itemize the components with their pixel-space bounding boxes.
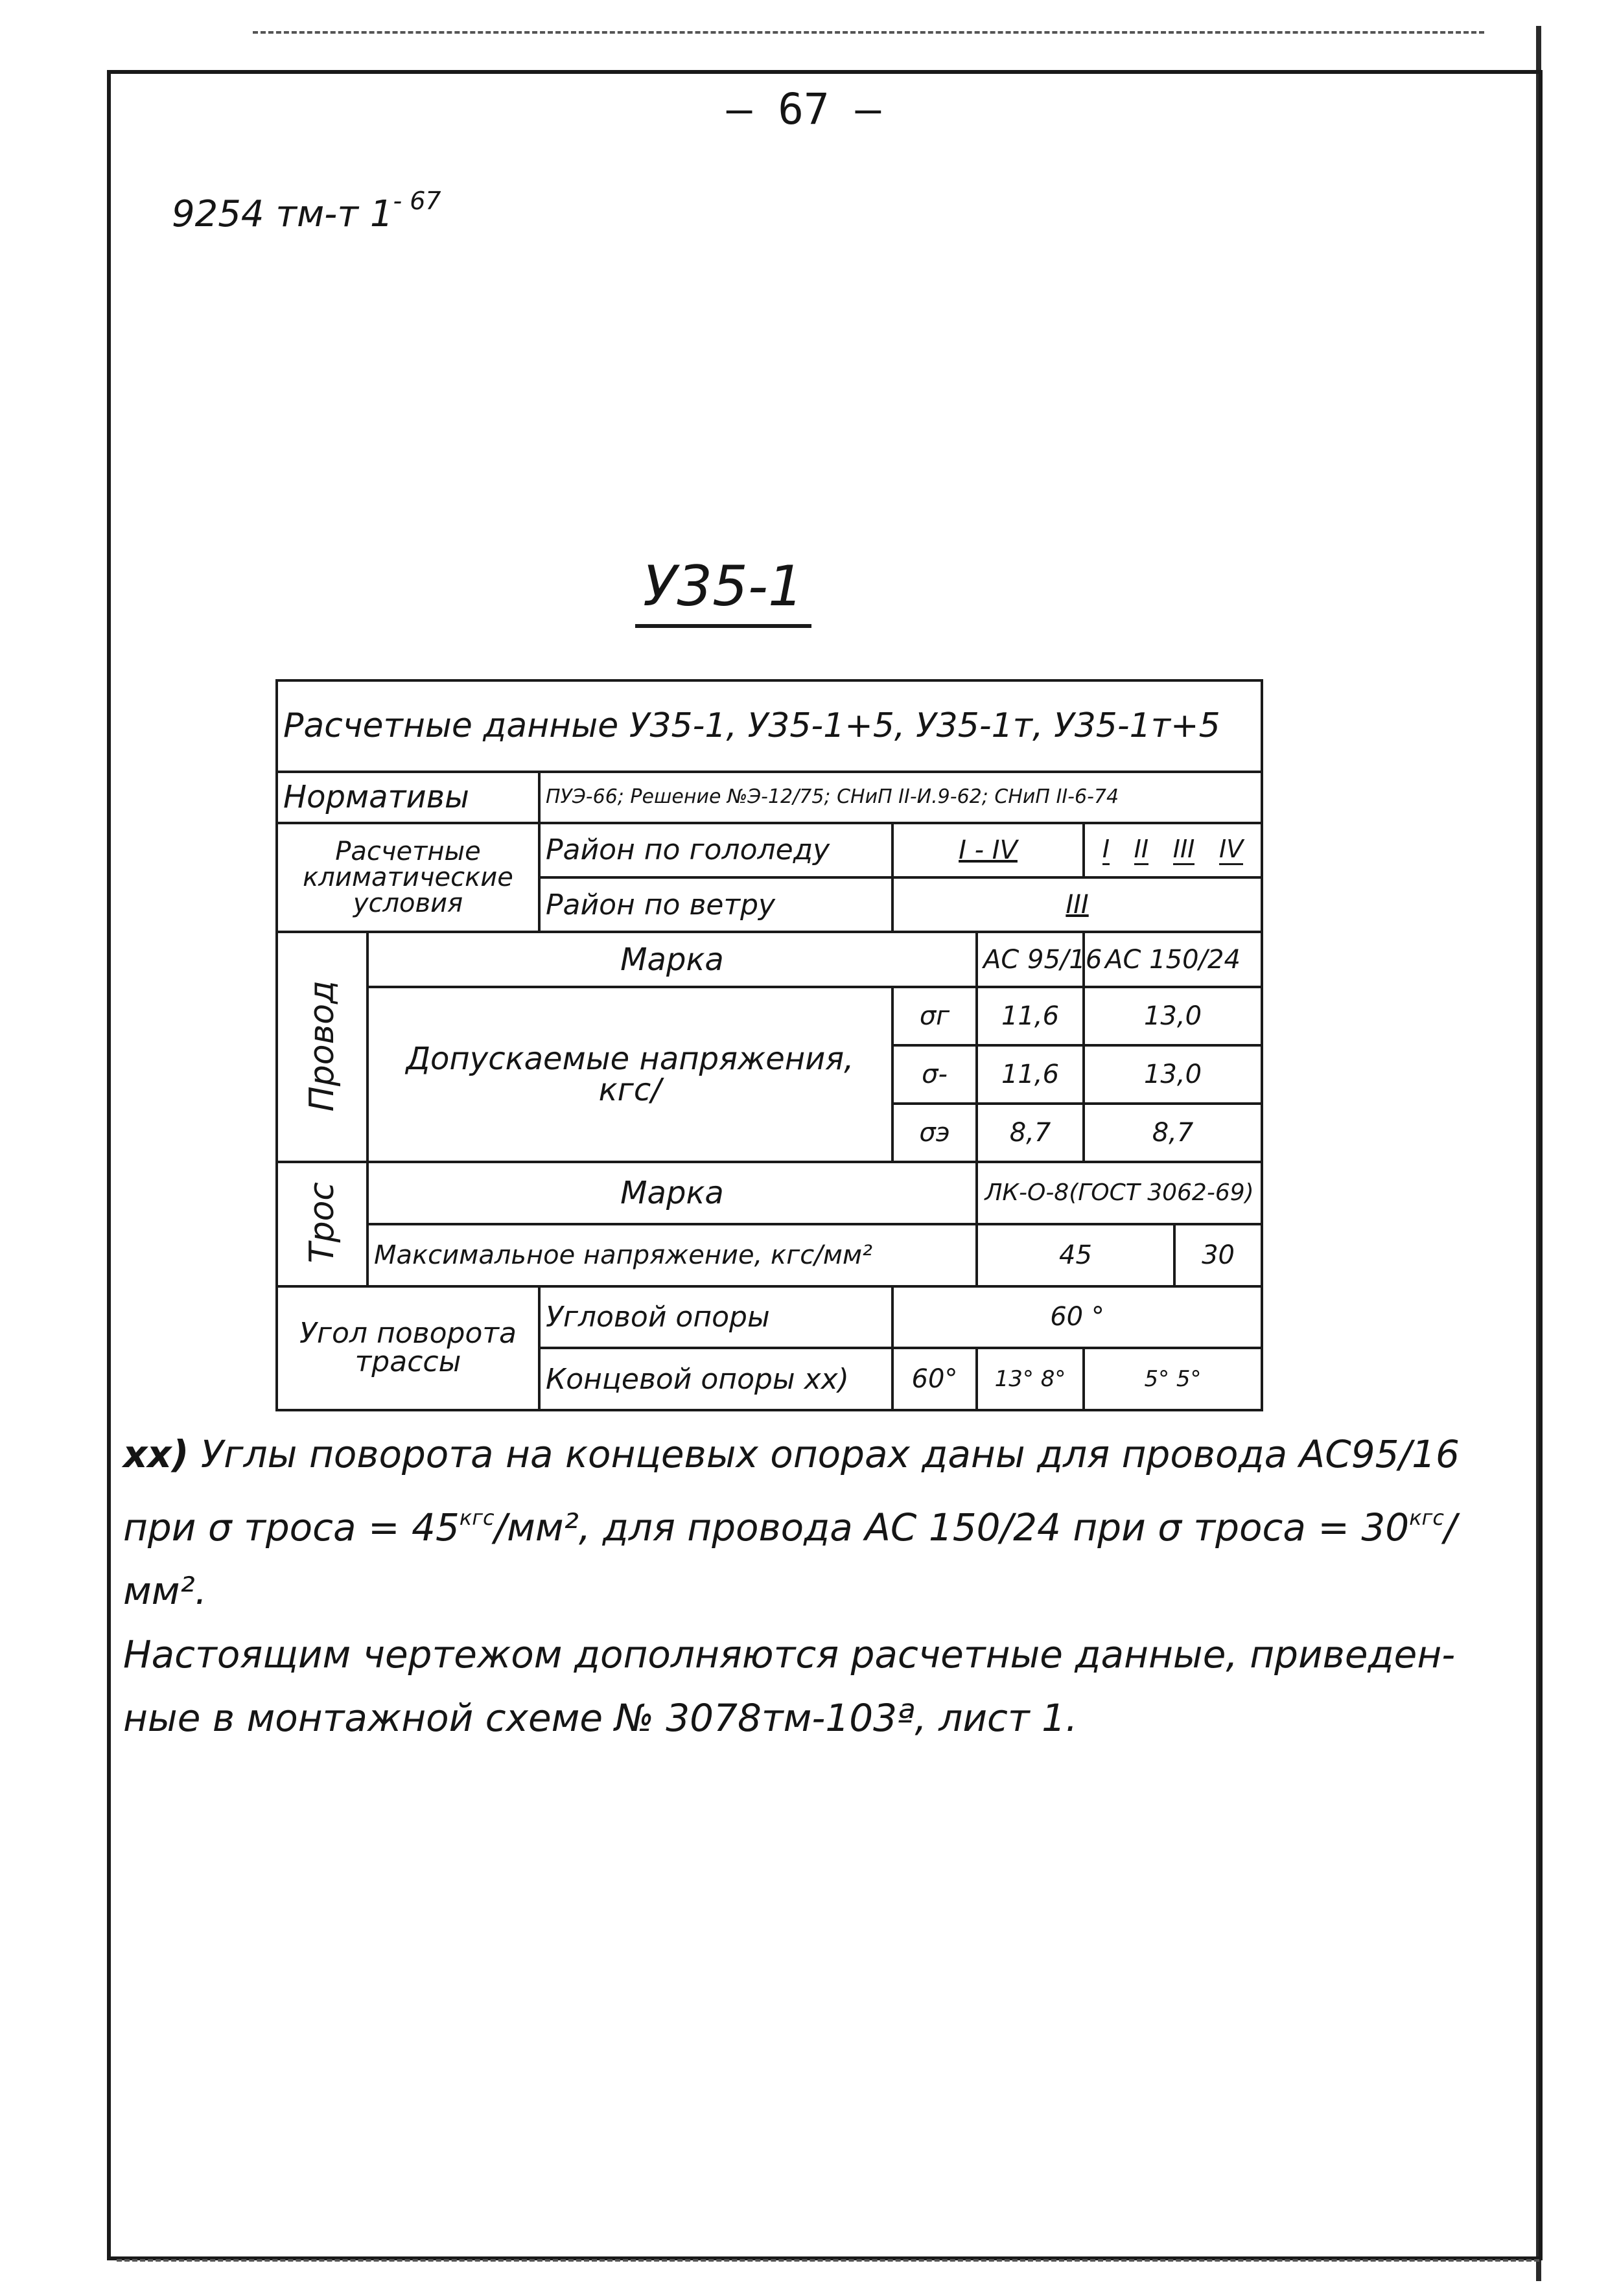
- footnote-line-4-text: ные в монтажной схеме № 3078тм-103ª, лист 1.: [123, 1696, 1078, 1740]
- max-stress-label: Максимальное напряжение, кгс/мм²: [367, 1224, 977, 1286]
- corner-support-label: Угловой опоры: [539, 1286, 892, 1349]
- cable-brand-value: ЛК-О-8(ГОСТ 3062-69): [977, 1162, 1262, 1224]
- stress-symbol: σэ: [892, 1104, 977, 1162]
- document-code-sheet: - 67: [393, 187, 441, 215]
- footnote-unit: кгс: [459, 1505, 495, 1530]
- wind-region-value: [892, 877, 1262, 932]
- normatives-value: ПУЭ-66; Решение №Э-12/75; СНиП II-И.9-62; СНиП II-6-74: [539, 772, 1262, 823]
- cable-section-label: [277, 1162, 367, 1286]
- stress-symbol: σ-: [892, 1045, 977, 1104]
- allowed-stress-label: Допускаемые напряжения, кгс/: [367, 987, 892, 1162]
- stress-symbol: σг: [892, 987, 977, 1045]
- stress-value-1: 11,6: [977, 987, 1084, 1045]
- table-title: Расчетные данные У35-1, У35-1+5, У35-1т, У35-1т+5: [277, 680, 1262, 772]
- stress-row: [277, 987, 1262, 1045]
- normatives-row: [277, 772, 1262, 823]
- footnote-line-1-text: Углы поворота на концевых опорах даны для провода АС95/16: [200, 1432, 1460, 1476]
- footnote-line-3: [123, 1623, 1491, 1686]
- document-code: [172, 187, 441, 235]
- cable-section-text: Трос: [303, 1182, 342, 1264]
- scan-bottom-edge: [117, 2259, 1539, 2264]
- document-code-main: 9254 тм-т 1: [172, 193, 393, 235]
- ice-region-col: II: [1134, 835, 1148, 865]
- ice-region-row: [277, 823, 1262, 877]
- corner-support-value: 60 °: [892, 1286, 1262, 1349]
- wire-brand-label: Марка: [367, 932, 977, 986]
- max-stress-value-1: 45: [977, 1224, 1174, 1286]
- drawing-title: У35-1: [635, 554, 811, 628]
- ice-region-col: IV: [1219, 835, 1243, 865]
- ice-region-col: I: [1102, 835, 1110, 865]
- max-stress-row: [277, 1224, 1262, 1286]
- end-support-angle: 5°: [1176, 1366, 1202, 1393]
- corner-support-row: [277, 1286, 1262, 1349]
- wire-brand-2: АС 150/24: [1084, 932, 1262, 986]
- ice-region-label: Район по гололеду: [539, 823, 892, 877]
- cable-brand-row: [277, 1162, 1262, 1224]
- ice-region-range: [892, 823, 1084, 877]
- end-support-angle: 13°: [994, 1366, 1034, 1393]
- normatives-label: Нормативы: [277, 772, 539, 823]
- cable-brand-label: Марка: [367, 1162, 977, 1224]
- ice-region-range-text: I - IV: [959, 835, 1018, 865]
- stress-value-1: 8,7: [977, 1104, 1084, 1162]
- end-support-label: Концевой опоры xx): [539, 1348, 892, 1410]
- max-stress-value-2: 30: [1174, 1224, 1262, 1286]
- footnote-line-2a: при σ троса = 45: [123, 1505, 460, 1549]
- calculation-data-table: [275, 679, 1263, 1411]
- stress-value-2: 13,0: [1084, 1045, 1262, 1104]
- end-support-col: [1084, 1348, 1262, 1410]
- stress-value-2: 13,0: [1084, 987, 1262, 1045]
- ice-region-columns: [1084, 823, 1262, 877]
- turn-angle-label: Угол поворота трассы: [277, 1286, 539, 1410]
- stress-value-2: 8,7: [1084, 1104, 1262, 1162]
- wire-section-text: Провод: [303, 980, 342, 1111]
- footnote-line-2c: /мм².: [123, 1505, 1457, 1613]
- wire-brand-1: АС 95/16: [977, 932, 1084, 986]
- footnote-unit: кгс: [1409, 1505, 1444, 1530]
- wind-region-value-text: III: [1066, 890, 1089, 920]
- ice-region-roman-list: [1090, 835, 1255, 865]
- footnote: [123, 1422, 1491, 1750]
- wind-region-label: Район по ветру: [539, 877, 892, 932]
- ice-region-col: III: [1173, 835, 1195, 865]
- scan-top-edge: [253, 31, 1484, 36]
- climatic-conditions-label: Расчетные климатические условия: [277, 823, 539, 933]
- stress-value-1: 11,6: [977, 1045, 1084, 1104]
- page-number: – 67 –: [726, 84, 881, 134]
- footnote-line-3-text: Настоящим чертежом дополняются расчетные данные, приведен-: [123, 1632, 1456, 1676]
- footnote-line-4: [123, 1686, 1491, 1750]
- wire-brand-row: [277, 932, 1262, 986]
- end-support-angle: 8°: [1040, 1366, 1066, 1393]
- footnote-marker: хх): [123, 1432, 189, 1476]
- end-support-col: [977, 1348, 1084, 1410]
- footnote-line-1: [123, 1422, 1491, 1486]
- footnote-line-2: [123, 1486, 1491, 1623]
- end-support-angle: 5°: [1144, 1366, 1170, 1393]
- footnote-line-2b: /мм², для провода АС 150/24 при σ троса = 30: [494, 1505, 1410, 1549]
- table-title-row: [277, 680, 1262, 772]
- wire-section-label: [277, 932, 367, 1162]
- end-support-value: 60°: [892, 1348, 977, 1410]
